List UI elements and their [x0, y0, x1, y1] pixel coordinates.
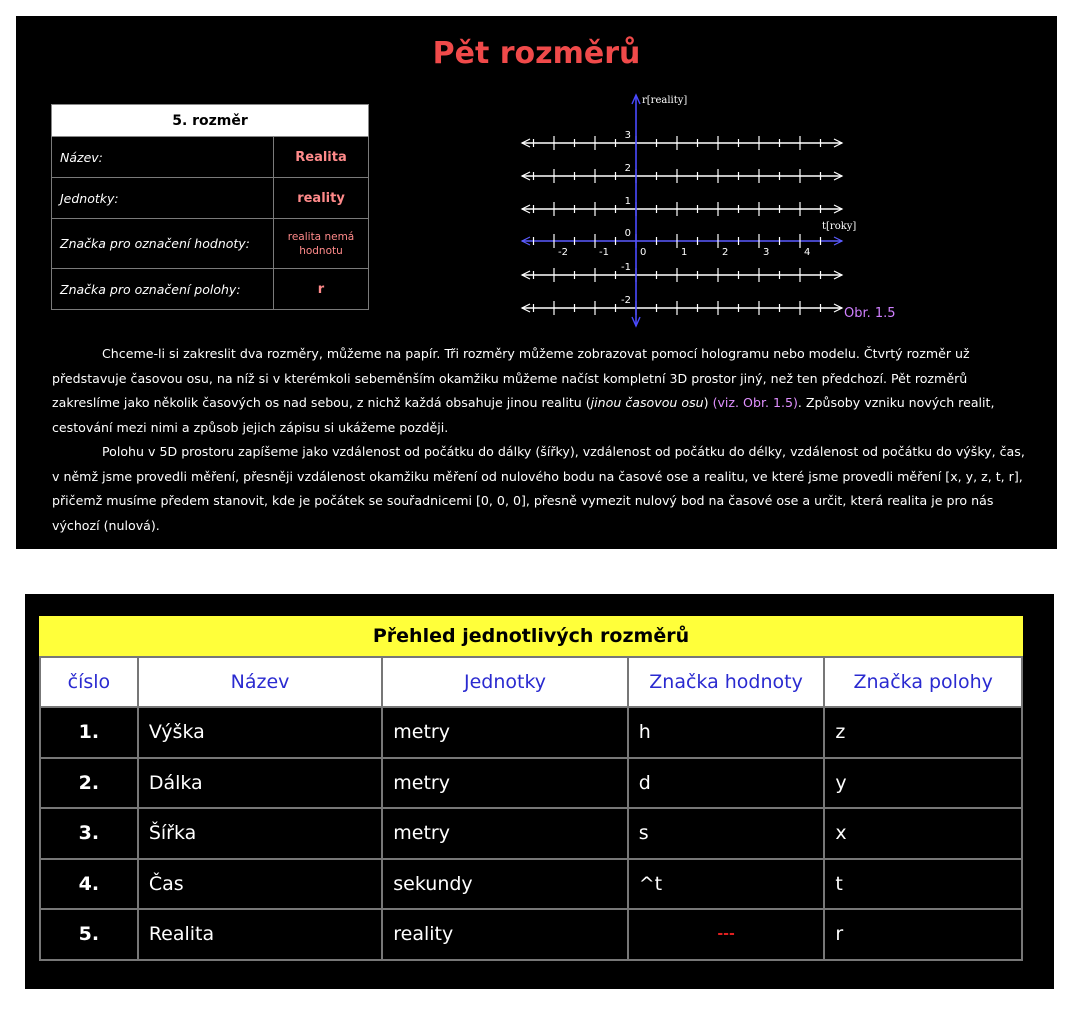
cell-number: 3. [40, 808, 138, 859]
slide-five-dimensions [16, 16, 1057, 549]
row-value: reality [274, 178, 369, 219]
cell-units: metry [382, 808, 628, 859]
y-tick-label: 3 [624, 130, 631, 141]
x-axis-label: t[roky] [822, 221, 857, 232]
cell-name: Šířka [138, 808, 382, 859]
column-header: Jednotky [382, 657, 628, 707]
cell-name: Realita [138, 909, 382, 960]
cell-value-symbol: h [628, 707, 825, 758]
cell-number: 4. [40, 859, 138, 910]
cell-position-symbol: r [824, 909, 1022, 960]
cell-number: 5. [40, 909, 138, 960]
y-tick-label: -1 [621, 262, 631, 273]
y-tick-label: 1 [624, 196, 631, 207]
y-axis-label: r[reality] [642, 95, 688, 106]
row-label: Název: [52, 137, 274, 178]
paragraph-1 [52, 342, 1034, 440]
table-row [40, 808, 1022, 859]
x-tick-label: 2 [722, 247, 729, 258]
body-text [52, 342, 1034, 538]
overview-title: Přehled jednotlivých rozměrů [39, 616, 1023, 656]
fifth-dimension-table [51, 104, 369, 310]
table-row [52, 137, 369, 178]
column-header: Značka hodnoty [628, 657, 825, 707]
cell-position-symbol: x [824, 808, 1022, 859]
cell-units: metry [382, 707, 628, 758]
slide-dimension-overview [25, 594, 1054, 989]
cell-name: Výška [138, 707, 382, 758]
row-label: Značka pro označení hodnoty: [52, 219, 274, 269]
row-value: r [274, 269, 369, 310]
cell-number: 2. [40, 758, 138, 809]
table-row [40, 758, 1022, 809]
figure-caption: Obr. 1.5 [844, 306, 896, 321]
cell-units: metry [382, 758, 628, 809]
table-row [52, 269, 369, 310]
cell-units: reality [382, 909, 628, 960]
table-row [52, 219, 369, 269]
row-value: Realita [274, 137, 369, 178]
paragraph-text: Chceme-li si zakreslit dva rozměry, můžeme na papír. Tři rozměry můžeme zobrazovat pomocí hologramu nebo modelu. Čtvrtý rozměr už představuje časovou osu, na níž si v kterémkoli sebeměnším okamžiku můžeme načíst kompletní 3D prostor jiný, než ten předchozí. Pět rozměrů zakreslíme jako několik časových os nad sebou, z nichž každá obsahuje jinou realitu ( [52, 346, 970, 410]
cell-position-symbol: t [824, 859, 1022, 910]
x-tick-label: -1 [599, 247, 609, 258]
cell-value-symbol: ^t [628, 859, 825, 910]
paragraph-italic: jinou časovou osu [590, 395, 704, 410]
cell-position-symbol: y [824, 758, 1022, 809]
overview-table [39, 656, 1023, 961]
cell-number: 1. [40, 707, 138, 758]
cell-units: sekundy [382, 859, 628, 910]
figure-reference: (viz. Obr. 1.5) [712, 395, 798, 410]
paragraph-2: Polohu v 5D prostoru zapíšeme jako vzdálenost od počátku do dálky (šířky), vzdálenost od počátku do délky, vzdálenost od počátku do výšky, čas, v němž jsme provedli měření, přesněji vzdálenost okamžiku měření od nulového bodu na časové ose a realitu, ve které jsme provedli měření [x, y, z, t, r], přičemž musíme předem stanovit, kde je počátek se souřadnicemi [0, 0, 0], přesně vymezit nulový bod na časové ose a určit, která realita je pro nás výchozí (nulová). [52, 444, 1025, 533]
x-tick-label: 4 [804, 247, 811, 258]
row-label: Značka pro označení polohy: [52, 269, 274, 310]
y-tick-label: 0 [624, 228, 631, 239]
dimension-table-header: 5. rozměr [52, 105, 369, 137]
table-row [52, 178, 369, 219]
header-row [40, 657, 1022, 707]
table-row [40, 859, 1022, 910]
cell-position-symbol: z [824, 707, 1022, 758]
paragraph-text: ) [703, 395, 713, 410]
column-header: číslo [40, 657, 138, 707]
cell-value-symbol: d [628, 758, 825, 809]
table-row [40, 909, 1022, 960]
y-tick-label: -2 [621, 295, 631, 306]
table-row [40, 707, 1022, 758]
column-header: Název [138, 657, 382, 707]
row-value: realita nemá hodnotu [274, 219, 369, 269]
cell-name: Čas [138, 859, 382, 910]
row-label: Jednotky: [52, 178, 274, 219]
cell-name: Dálka [138, 758, 382, 809]
reality-timeline-figure [496, 88, 866, 328]
x-tick-label: 3 [763, 247, 770, 258]
column-header: Značka polohy [824, 657, 1022, 707]
y-tick-label: 2 [624, 163, 631, 174]
cell-value-symbol: --- [628, 909, 825, 960]
slide-title: Pět rozměrů [432, 36, 641, 71]
x-tick-label: -2 [558, 247, 568, 258]
x-tick-label: 1 [681, 247, 688, 258]
cell-value-symbol: s [628, 808, 825, 859]
paragraph-text: . Způsoby vzniku nových realit, cestování mezi nimi a způsob jejich zápisu si ukážeme později. [52, 395, 995, 435]
x-tick-label: 0 [640, 247, 647, 258]
